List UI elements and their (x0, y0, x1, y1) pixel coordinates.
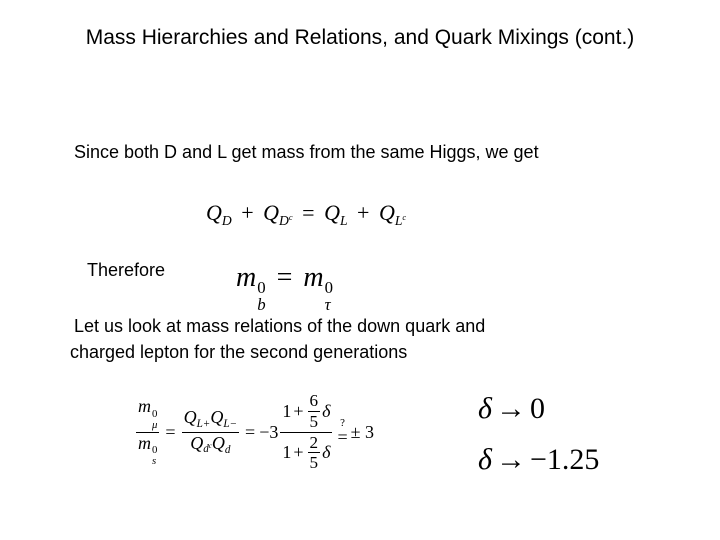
text-mass-relations-line1: Let us look at mass relations of the down quark and (74, 316, 486, 336)
fraction-delta-ratio: 1 + $\frac{6}{5}$ δ 1 + $\frac{2}{5}$ δ (282, 390, 331, 473)
symbol-q: Q (206, 200, 222, 225)
scripts-b: 0 b (257, 278, 266, 314)
limit-delta-minus: δ → −1.25 (478, 443, 600, 476)
operator-equals: = (245, 421, 256, 442)
operator-plus: + (357, 200, 370, 225)
operator-equals: = (165, 421, 176, 442)
symbol-m: m (236, 262, 257, 293)
text-mass-relations-line2: charged lepton for the second generations (70, 342, 408, 362)
value-plus-minus-three: ± 3 (350, 421, 374, 442)
operator-equals: = (302, 200, 315, 225)
slide-title: Mass Hierarchies and Relations, and Quark Mixings (cont.) (85, 26, 635, 49)
subscript-lc: Lc (394, 211, 407, 228)
equation-charge-relation (206, 200, 406, 229)
symbol-m: m (303, 262, 324, 293)
limit-delta-zero: δ → 0 (478, 392, 545, 425)
symbol-q: Q (324, 200, 340, 225)
subscript-l: L (339, 212, 348, 228)
equation-mass-ratio (134, 380, 374, 484)
coefficient-minus-three: −3 (259, 421, 279, 442)
fraction-charge-ratio: $\frac{Q_{L+}Q_{L-}}{Q_{d^c}Q_d}$ (183, 406, 238, 456)
scripts-tau: 0 τ (324, 278, 334, 314)
equation-mass-equality (236, 262, 333, 314)
operator-plus: + (241, 200, 254, 225)
symbol-q: Q (263, 200, 280, 225)
subscript-d: D (221, 212, 232, 228)
symbol-q: Q (378, 200, 395, 225)
operator-equals: = (276, 262, 293, 293)
operator-questioned-equals: ? = (337, 416, 348, 448)
fraction-mass-ratio: m 0 μ m 0 s (138, 396, 158, 467)
subscript-dc: Dc (279, 211, 293, 228)
text-therefore: Therefore (87, 260, 166, 280)
text-higgs-statement: Since both D and L get mass from the same Higgs, we get (74, 142, 539, 162)
